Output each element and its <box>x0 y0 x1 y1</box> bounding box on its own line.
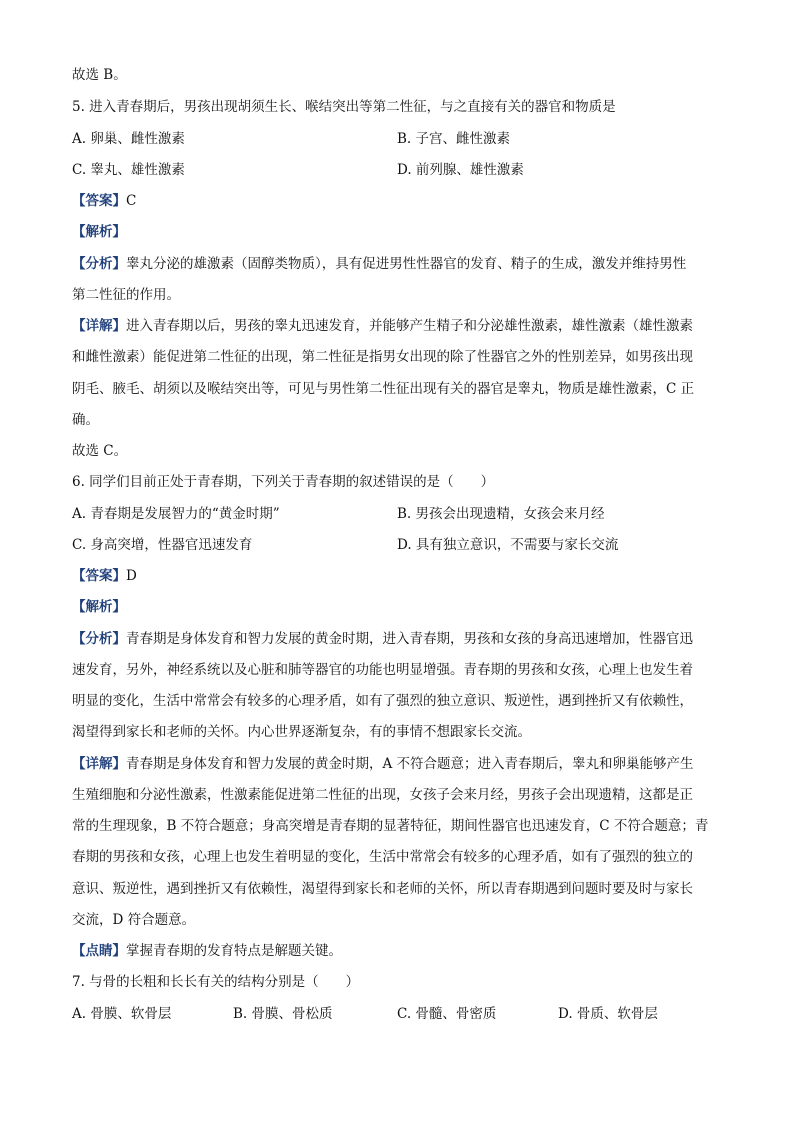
q5-xiangjie-line-2: 和雌性激素）能促进第二性征的出现，第二性征是指男女出现的除了性器官之外的性别差异，如男孩出现 <box>72 349 693 365</box>
q5-fenxi-line-1 <box>72 253 686 275</box>
q5-answer: C <box>126 193 137 209</box>
q6-analysis-tag: 【解析】 <box>72 599 126 615</box>
q6-answer-tag: 【答案】 <box>72 568 126 584</box>
q6-dianjing-text: 掌握青春期的发育特点是解题关键。 <box>126 943 342 959</box>
q5-xiangjie-tag: 【详解】 <box>72 318 126 334</box>
q5-xiangjie-line-4: 确。 <box>72 412 99 428</box>
q7-option-b: B. 骨膜、骨松质 <box>233 1006 333 1022</box>
q6-xiangjie-text-1: 青春期是身体发育和智力发展的黄金时期，A 不符合题意；进入青春期后，睾丸和卵巢能够产生 <box>126 756 694 772</box>
q5-answer-tag: 【答案】 <box>72 193 126 209</box>
q7-option-a: A. 骨膜、软骨层 <box>72 1006 172 1022</box>
q6-dianjing-tag: 【点睛】 <box>72 943 126 959</box>
q5-stem: 5. 进入青春期后，男孩出现胡须生长、喉结突出等第二性征，与之直接有关的器官和物质是 <box>72 99 616 115</box>
q6-option-d: D. 具有独立意识，不需要与家长交流 <box>397 537 619 553</box>
q6-answer: D <box>126 568 137 584</box>
q5-answer-row <box>72 190 136 212</box>
q6-fenxi-line-3: 明显的变化，生活中常常会有较多的心理矛盾，如有了强烈的独立意识、叛逆性，遇到挫折又有依赖性， <box>72 693 693 709</box>
q5-analysis-tag: 【解析】 <box>72 224 126 240</box>
q6-option-c: C. 身高突增，性器官迅速发育 <box>72 537 253 553</box>
q5-xiangjie-line-1 <box>72 315 693 337</box>
q6-fenxi-tag: 【分析】 <box>72 631 126 647</box>
q6-xiangjie-line-6: 交流，D 符合题意。 <box>72 912 196 928</box>
q7-option-d: D. 骨质、软骨层 <box>558 1006 658 1022</box>
q6-xiangjie-line-5: 意识、叛逆性，遇到挫折又有依赖性，渴望得到家长和老师的关怀，所以青春期遇到问题时要及时与家长 <box>72 881 693 897</box>
q6-option-a: A. 青春期是发展智力的“黄金时期” <box>72 506 280 522</box>
q6-xiangjie-line-2: 生殖细胞和分泌性激素，性激素能促进第二性征的出现，女孩子会来月经，男孩子会出现遗精，这都是正 <box>72 787 693 803</box>
q5-xiangjie-line-3: 阴毛、腋毛、胡须以及喉结突出等，可见与男性第二性征出现有关的器官是睾丸，物质是雄性激素，C 正 <box>72 381 695 397</box>
q6-xiangjie-line-1 <box>72 753 694 775</box>
q5-fenxi-text-1: 睾丸分泌的雄激素（固醇类物质），具有促进男性性器官的发育、精子的生成，激发并维持男性 <box>126 256 687 272</box>
q6-fenxi-text-1: 青春期是身体发育和智力发展的黄金时期，进入青春期，男孩和女孩的身高迅速增加，性器官迅 <box>126 631 693 647</box>
q6-fenxi-line-4: 渴望得到家长和老师的关怀。内心世界逐渐复杂，有的事情不想跟家长交流。 <box>72 724 531 740</box>
q5-fenxi-tag: 【分析】 <box>72 256 126 272</box>
q5-conclusion: 故选 C。 <box>72 443 128 459</box>
q7-option-c: C. 骨髓、骨密质 <box>397 1006 497 1022</box>
q5-analysis-tag-row <box>72 221 126 243</box>
prev-conclusion: 故选 B。 <box>72 67 127 83</box>
q5-fenxi-line-2: 第二性征的作用。 <box>72 287 180 303</box>
q6-xiangjie-line-3: 常的生理现象，B 不符合题意；身高突增是青春期的显著特征，期间性器官也迅速发育，C 不符合题意；青 <box>72 818 709 834</box>
q6-option-b: B. 男孩会出现遗精，女孩会来月经 <box>397 506 605 522</box>
q5-option-d: D. 前列腺、雄性激素 <box>397 162 524 178</box>
q5-xiangjie-text-1: 进入青春期以后，男孩的睾丸迅速发育，并能够产生精子和分泌雄性激素，雄性激素（雄性激素 <box>126 318 693 334</box>
q5-option-b: B. 子宫、雌性激素 <box>397 131 511 147</box>
q6-stem: 6. 同学们目前正处于青春期，下列关于青春期的叙述错误的是（ ） <box>72 474 495 490</box>
q5-option-a: A. 卵巢、雌性激素 <box>72 131 185 147</box>
q6-xiangjie-tag: 【详解】 <box>72 756 126 772</box>
q6-fenxi-line-1 <box>72 628 693 650</box>
q6-analysis-tag-row <box>72 596 126 618</box>
q6-answer-row <box>72 565 137 587</box>
q6-xiangjie-line-4: 春期的男孩和女孩，心理上也发生着明显的变化，生活中常常会有较多的心理矛盾，如有了强烈的独立的 <box>72 849 693 865</box>
q5-option-c: C. 睾丸、雄性激素 <box>72 162 185 178</box>
q7-stem: 7. 与骨的长粗和长长有关的结构分别是（ ） <box>72 974 360 990</box>
q6-dianjing-row <box>72 940 342 962</box>
q6-fenxi-line-2: 速发育，另外，神经系统以及心脏和肺等器官的功能也明显增强。青春期的男孩和女孩，心理上也发生着 <box>72 662 693 678</box>
